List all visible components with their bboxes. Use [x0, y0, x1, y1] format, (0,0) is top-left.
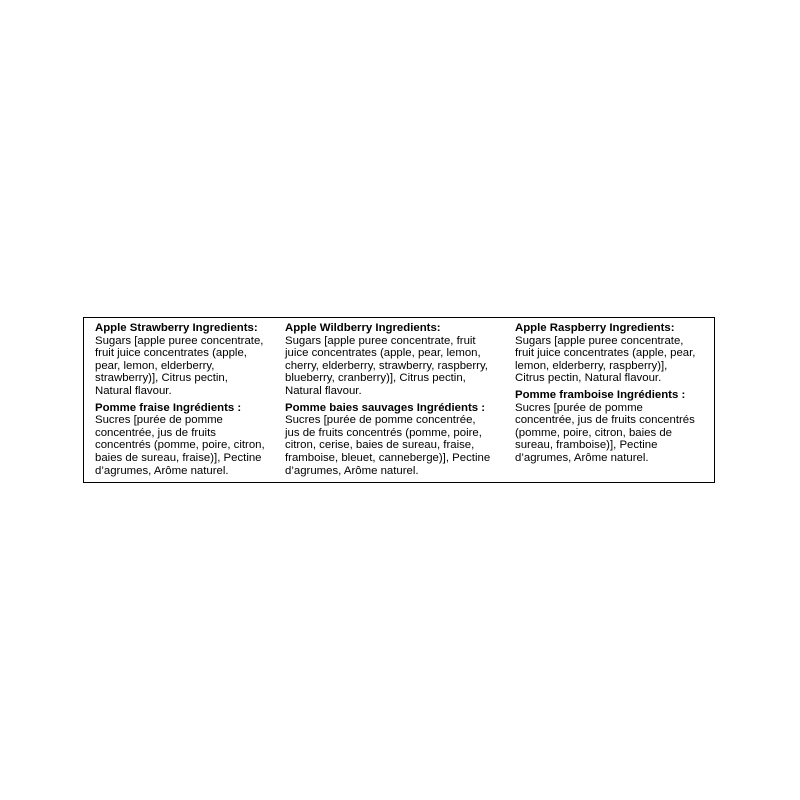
ingredients-line: fruit juice concentrates (apple, [95, 347, 247, 360]
ingredients-line: pear, lemon, elderberry, [95, 359, 215, 372]
ingredients-column-apple-raspberry [515, 322, 715, 465]
ingredients-line: (pomme, poire, citron, baies de [515, 426, 673, 439]
ingredients-line: concentrés (pomme, poire, citron, [95, 439, 265, 452]
ingredients-line: Natural flavour. [95, 384, 172, 397]
ingredients-line: Citrus pectin, Natural flavour. [515, 372, 662, 385]
ingredients-line: Natural flavour. [285, 384, 362, 397]
french-ingredients-title: Pomme framboise Ingrédients : [515, 388, 686, 401]
english-ingredients-title: Apple Strawberry Ingredients: [95, 322, 258, 334]
ingredients-line: jus de fruits concentrés (pomme, poire, [285, 426, 482, 439]
ingredients-line: baies de sureau, fraise)], Pectine [95, 451, 262, 464]
ingredients-line: Sucres [purée de pomme concentrée, [285, 414, 476, 427]
ingredients-line: sureau, framboise)], Pectine [515, 439, 658, 452]
ingredients-line: Sugars [apple puree concentrate, [515, 334, 684, 347]
ingredients-line: strawberry)], Citrus pectin, [95, 372, 228, 385]
ingredients-line: fruit juice concentrates (apple, pear, [515, 347, 696, 360]
french-ingredients-title: Pomme baies sauvages Ingrédients : [285, 401, 486, 414]
ingredients-line: lemon, elderberry, raspberry)], [515, 359, 668, 372]
ingredients-line: Sucres [purée de pomme [515, 401, 643, 414]
ingredients-line: citron, cerise, baies de sureau, fraise, [285, 439, 475, 452]
ingredients-line: juice concentrates (apple, pear, lemon, [285, 347, 481, 360]
ingredients-line: d’agrumes, Arôme naturel. [95, 464, 229, 477]
ingredients-line: concentrée, jus de fruits concentrés [515, 414, 695, 427]
ingredients-line: Sugars [apple puree concentrate, fruit [285, 334, 476, 347]
ingredients-line: concentrée, jus de fruits [95, 426, 216, 439]
english-ingredients-section [285, 322, 515, 398]
english-ingredients-title: Apple Wildberry Ingredients: [285, 322, 441, 334]
french-ingredients-title: Pomme fraise Ingrédients : [95, 401, 242, 414]
ingredients-line: cherry, elderberry, strawberry, raspberry, [285, 359, 488, 372]
ingredients-line: blueberry, cranberry)], Citrus pectin, [285, 372, 466, 385]
ingredients-line: d’agrumes, Arôme naturel. [285, 464, 419, 477]
ingredients-column-apple-wildberry [285, 322, 515, 477]
ingredients-line: Sugars [apple puree concentrate, [95, 334, 264, 347]
english-ingredients-title: Apple Raspberry Ingredients: [515, 322, 675, 334]
french-ingredients-section [95, 402, 285, 478]
ingredients-line: Sucres [purée de pomme [95, 414, 223, 427]
ingredients-label [83, 317, 715, 483]
french-ingredients-section [515, 389, 715, 465]
ingredients-column-apple-strawberry [95, 322, 285, 477]
english-ingredients-section [95, 322, 285, 398]
ingredients-line: d’agrumes, Arôme naturel. [515, 451, 649, 464]
french-ingredients-section [285, 402, 515, 478]
ingredients-line: framboise, bleuet, canneberge)], Pectine [285, 451, 491, 464]
english-ingredients-section [515, 322, 715, 385]
